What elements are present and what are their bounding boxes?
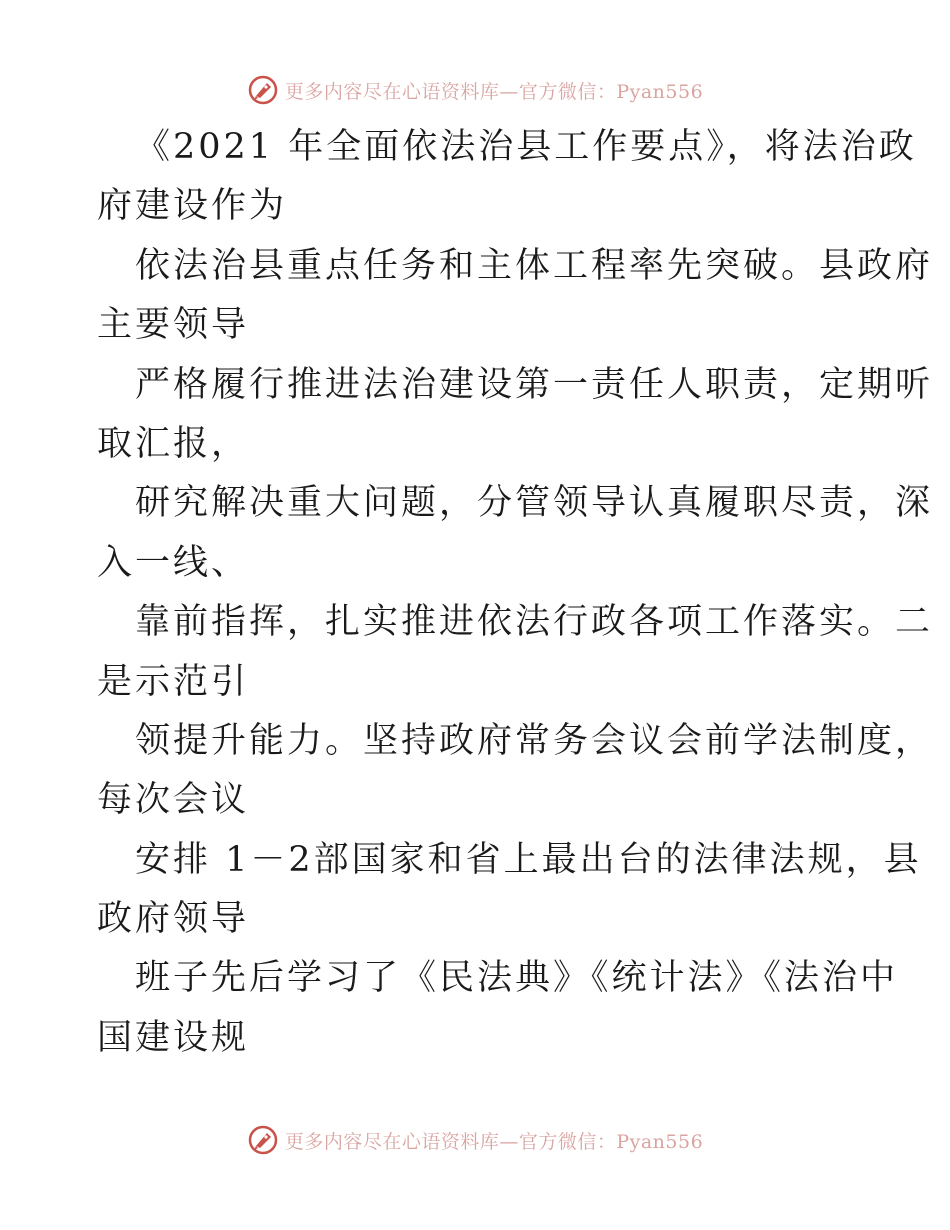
pen-nib-logo-icon <box>247 74 279 106</box>
text-line: 领提升能力。坚持政府常务会议会前学法制度， <box>135 720 934 761</box>
text-line: 班子先后学习了《民法典》《统计法》《法治中 <box>135 958 899 999</box>
footer-watermark <box>0 1120 950 1160</box>
text-line: 国建设规 <box>97 1017 250 1058</box>
watermark-text: 更多内容尽在心语资料库—官方微信：Pyan556 <box>284 1130 704 1153</box>
text-line: 入一线、 <box>97 542 250 583</box>
text-line: 《2021 年全面依法治县工作要点》，将法治政 <box>135 127 917 167</box>
text-line: 严格履行推进法治建设第一责任人职责，定期听 <box>135 364 934 405</box>
text-line: 安排 1－2部国家和省上最出台的法律法规，县 <box>135 839 922 880</box>
text-line: 政府领导 <box>97 899 250 940</box>
header-watermark <box>0 70 950 110</box>
text-line: 取汇报， <box>97 423 250 464</box>
text-line: 研究解决重大问题，分管领导认真履职尽责，深 <box>135 483 934 524</box>
text-line: 依法治县重点任务和主体工程率先突破。县政府 <box>135 245 934 286</box>
text-line: 每次会议 <box>97 780 250 821</box>
text-line: 府建设作为 <box>97 186 288 227</box>
document-body <box>97 118 934 1068</box>
text-line: 靠前指挥，扎实推进依法行政各项工作落实。二 <box>135 602 934 643</box>
text-line: 主要领导 <box>97 305 250 346</box>
watermark-text: 更多内容尽在心语资料库—官方微信：Pyan556 <box>284 80 704 103</box>
text-line: 是示范引 <box>97 661 250 702</box>
pen-nib-logo-icon <box>247 1124 279 1156</box>
